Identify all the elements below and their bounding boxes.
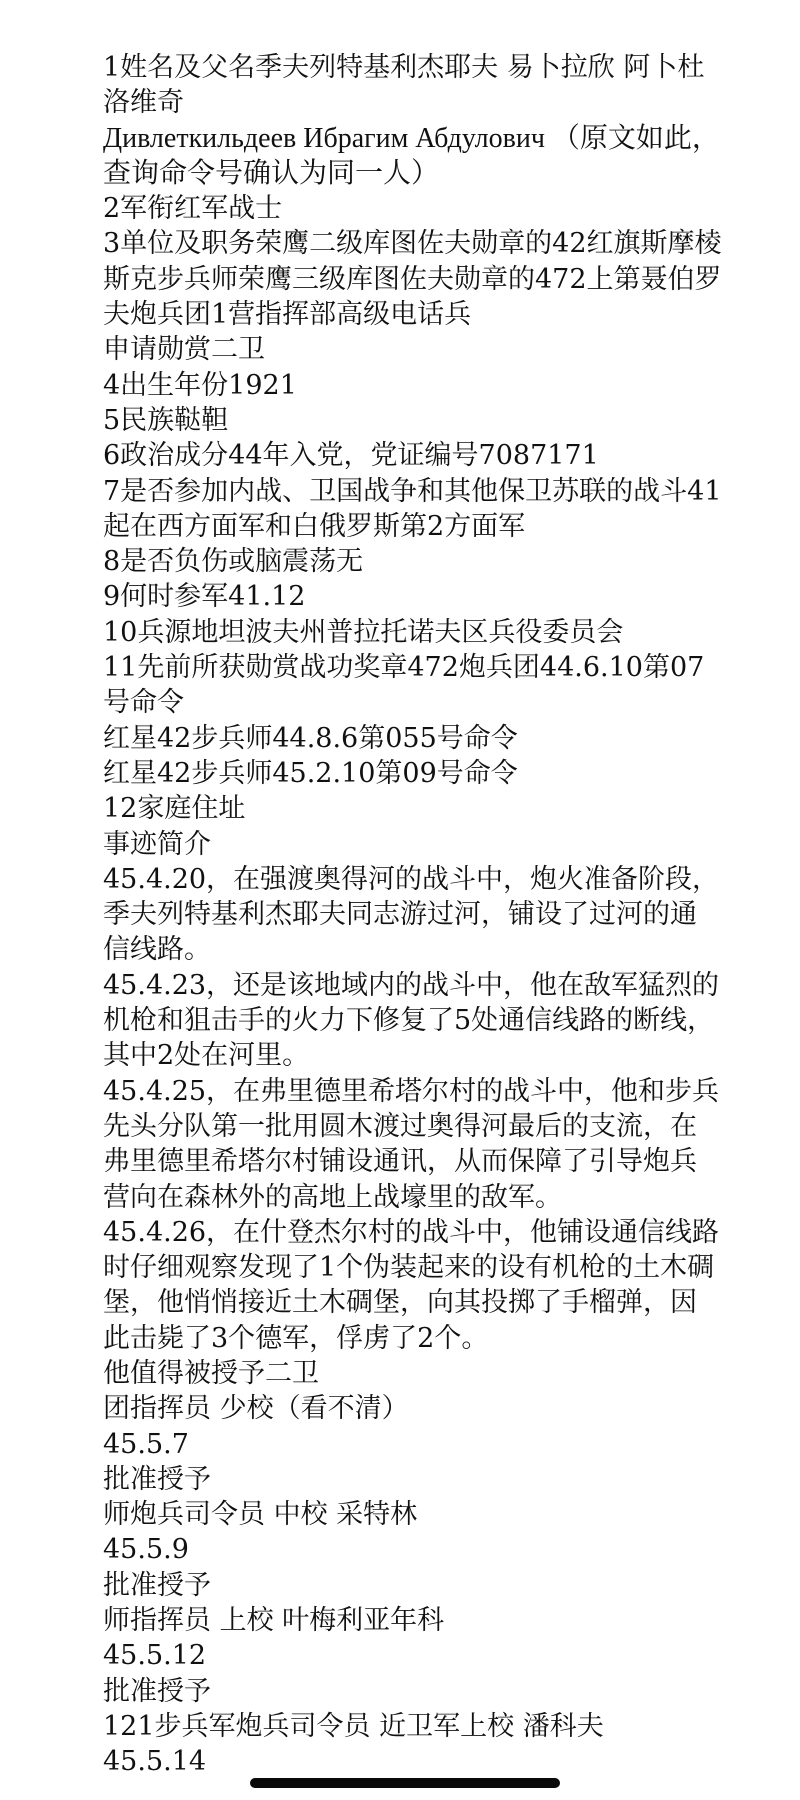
text-line-approved-3: 批准授予 (103, 1675, 211, 1707)
text-line-enlisted: 9何时参军41.12 (103, 581, 306, 613)
text-line-approved-2: 批准授予 (103, 1569, 211, 1601)
text-line-corps-artillery-commander: 121步兵军炮兵司令员 近卫军上校 潘科夫 (103, 1710, 604, 1742)
home-indicator[interactable] (250, 1778, 560, 1788)
text-line-unit: 3单位及职务荣鹰二级库图佐夫勋章的42红旗斯摩棱斯克步兵师荣鹰三级库图佐夫勋章的472上第聂伯罗夫炮兵团1营指挥部高级电话兵 (103, 228, 722, 331)
text-line-wounds: 8是否负伤或脑震荡无 (103, 546, 364, 578)
text-line-ethnicity: 5民族鞑靼 (103, 404, 229, 436)
text-line-birth-year: 4出生年份1921 (103, 369, 297, 401)
text-line-award-1: 红星42步兵师44.8.6第055号命令 (103, 722, 518, 754)
text-line-deed-2: 45.4.23，还是该地域内的战斗中，他在敌军猛烈的机枪和狙击手的火力下修复了5处通信线路的断线，其中2处在河里。 (103, 969, 720, 1072)
text-line-recommendation: 他值得被授予二卫 (103, 1357, 319, 1389)
text-line-name: 1姓名及父名季夫列特基利杰耶夫 易卜拉欣 阿卜杜洛维奇 (103, 52, 705, 119)
text-line-regiment-commander: 团指挥员 少校（看不清） (103, 1393, 409, 1425)
text-line-award-2: 红星42步兵师45.2.10第09号命令 (103, 757, 518, 789)
text-line-date-4: 45.5.14 (103, 1746, 207, 1778)
text-line-division-commander: 师指挥员 上校 叶梅利亚年科 (103, 1605, 445, 1637)
text-line-award-requested: 申请勋赏二卫 (103, 334, 265, 366)
text-line-date-2: 45.5.9 (103, 1534, 189, 1566)
text-line-party: 6政治成分44年入党，党证编号7087171 (103, 440, 599, 472)
text-line-deed-3: 45.4.25，在弗里德里希塔尔村的战斗中，他和步兵先头分队第一批用圆木渡过奥得河最后的支流，在弗里德里希塔尔村铺设通讯，从而保障了引导炮兵营向在森林外的高地上战壕里的敌军。 (103, 1075, 720, 1213)
text-line-origin: 10兵源地坦波夫州普拉托诺夫区兵役委员会 (103, 616, 624, 648)
text-line-address: 12家庭住址 (103, 793, 246, 825)
text-line-combat: 7是否参加内战、卫国战争和其他保卫苏联的战斗41起在西方面军和白俄罗斯第2方面军 (103, 475, 722, 542)
text-line-previous-awards: 11先前所获勋赏战功奖章472炮兵团44.6.10第07号命令 (103, 652, 705, 719)
text-line-deed-4: 45.4.26，在什登杰尔村的战斗中，他铺设通信线路时仔细观察发现了1个伪装起来的设有机枪的土木碉堡，他悄悄接近土木碉堡，向其投掷了手榴弹，因此击毙了3个德军，俘虏了2个。 (103, 1216, 720, 1354)
text-line-deed-1: 45.4.20，在强渡奥得河的战斗中，炮火准备阶段，季夫列特基利杰耶夫同志游过河，铺设了过河的通信线路。 (103, 863, 720, 966)
document-body (103, 50, 723, 1780)
text-line-division-artillery-commander: 师炮兵司令员 中校 采特林 (103, 1499, 418, 1531)
text-line-summary-heading: 事迹简介 (103, 828, 211, 860)
text-line-approved-1: 批准授予 (103, 1463, 211, 1495)
text-line-russian-name: Дивлеткильдеев Ибрагим Абдулович （原文如此，查询命令号确认为同一人） (103, 122, 720, 189)
text-line-date-1: 45.5.7 (103, 1428, 189, 1460)
text-line-rank: 2军衔红军战士 (103, 193, 283, 225)
text-line-date-3: 45.5.12 (103, 1640, 207, 1672)
